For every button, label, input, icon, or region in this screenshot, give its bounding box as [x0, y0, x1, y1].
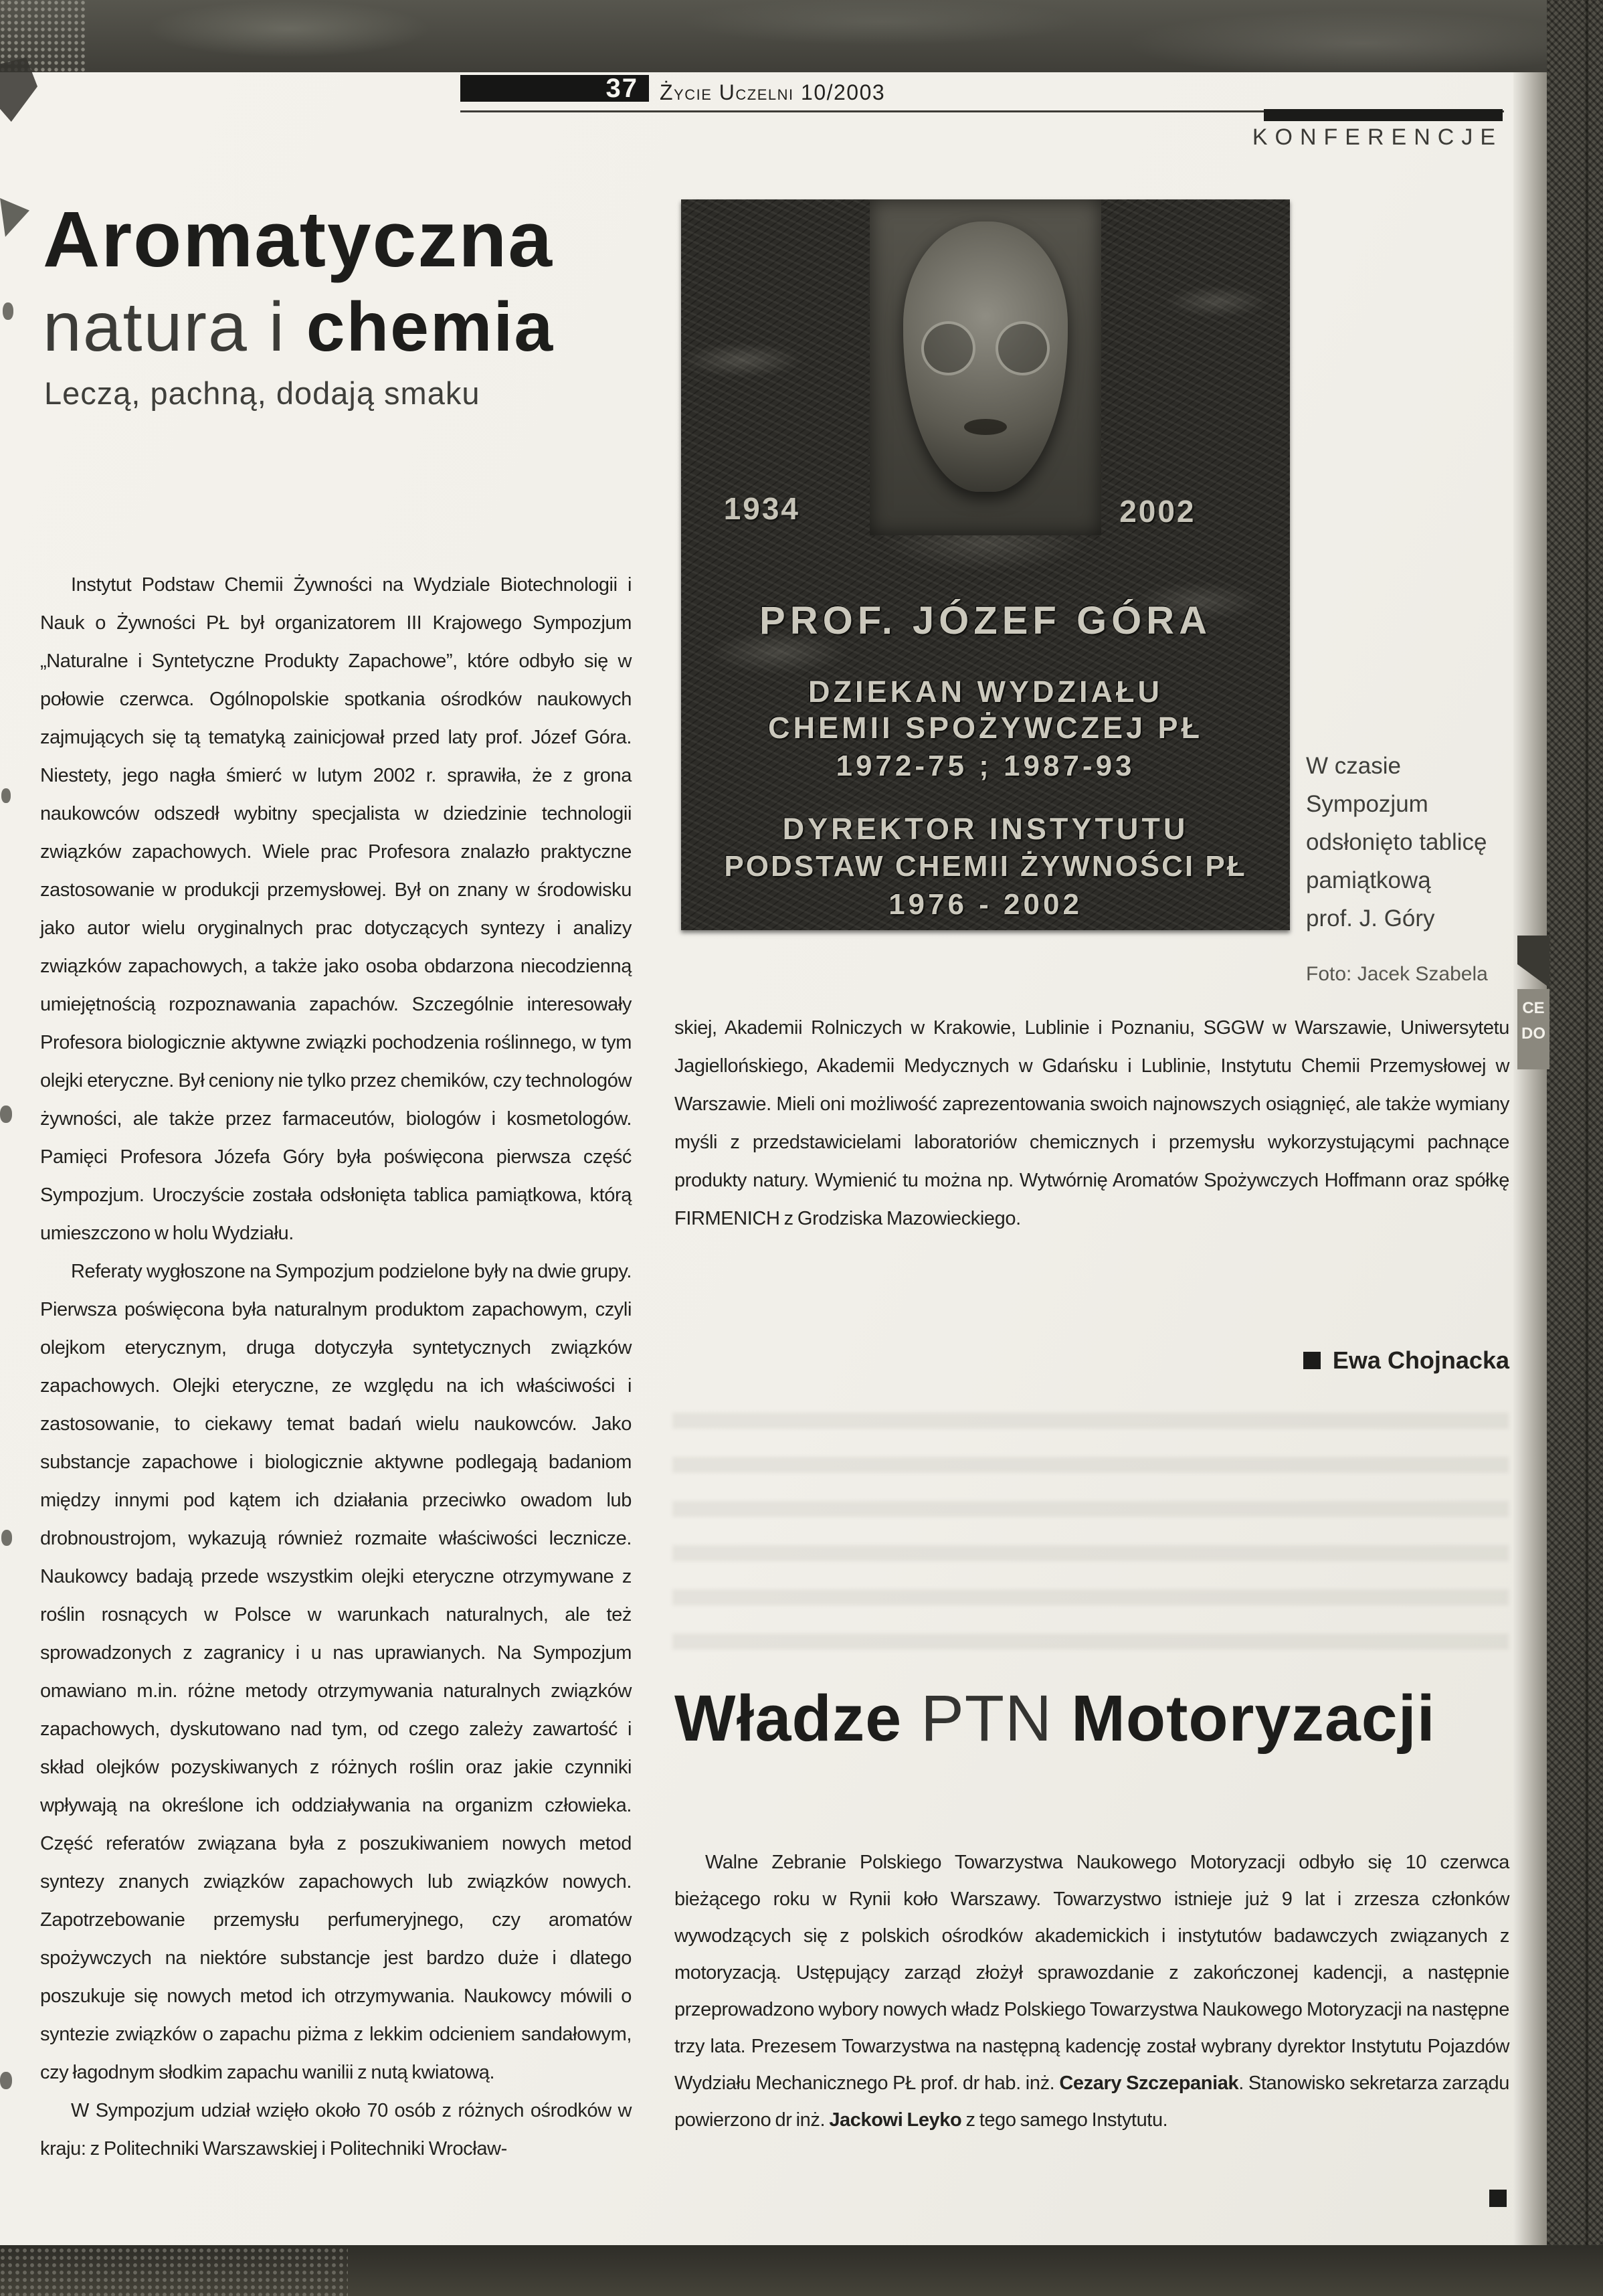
article1-title-line1: Aromatyczna [43, 195, 554, 284]
article1-title-line2-light: natura i [43, 288, 306, 366]
article1-title-line2-bold: chemia [306, 288, 555, 366]
glasses-left-lens [921, 321, 975, 375]
article2-title-bold2: Motoryzacji [1071, 1682, 1436, 1755]
caption-line: Sympozjum [1306, 791, 1428, 817]
article2-name-secretary: Jackowi Leyko [829, 2109, 962, 2131]
scan-right-edge-strip [1547, 0, 1603, 2296]
article1-paragraph: Instytut Podstaw Chemii Żywności na Wydziale Biotechnologii i Nauk o Żywności PŁ był organizatorem III Krajowego Sympozjum „Naturalne i Syntetyczne Produkty Zapachowe”, które odbyło się w połowie czerwca. Ogólnopolskie spotkania ośrodków naukowych zajmujących się tą tematyką zainicjował przed laty prof. Józef Góra. Niestety, jego nagła śmierć w lutym 2002 r. sprawiła, że z grona naukowców odszedł wybitny specjalista w dziedzinie technologii związków zapachowych. Wiele prac Profesora znalazło praktyczne zastosowanie w produkcji przemysłowej. Był on znany w środowisku jako autor wielu oryginalnych prac dotyczących syntezy i analizy związków zapachowych, a także jako osoba obdarzona niecodzienną umiejętnością rozpoznawania zapachów. Szczególnie interesowały Profesora biologicznie aktywne związki pochodzenia roślinnego, w tym olejki eteryczne. Był ceniony nie tylko przez chemików, czy technologów żywności, ale także przez farmaceutów, biologów i kosmetologów. Pamięci Profesora Józefa Góry była poświęcona pierwsza część Sympozjum. Uroczyście została odsłonięta tablica pamiątkowa, którą umieszczono w holu Wydziału. [40, 574, 632, 1244]
journal-title: Życie Uczelni 10/2003 [660, 80, 886, 104]
article-end-square-icon [1489, 2190, 1507, 2207]
page-number: 37 [605, 74, 638, 103]
article1-column2 [674, 1009, 1509, 1238]
article1-subtitle: Leczą, pachną, dodają smaku [44, 375, 480, 411]
edge-fragment-text: DO [1521, 1025, 1545, 1043]
page-right-edge-shade [1513, 72, 1547, 2245]
caption-line: pamiątkową [1306, 867, 1431, 893]
article1-paragraph: skiej, Akademii Rolniczych w Krakowie, Lublinie i Poznaniu, SGGW w Warszawie, Uniwersytetu Jagiellońskiego, Akademii Medycznych w Gdańsku i Lublinie, Instytutu Chemii Przemysłowej w Warszawie. Mieli oni możliwość zaprezentowania swoich najnowszych osiągnięć, ale także wymiany myśli z przedstawicielami laboratoriów chemicznych i przemysłu wykorzystującymi pachnące produkty natury. Wymienić tu można np. Wytwórnię Aromatów Spożywczych Hoffmann oraz spółkę FIRMENICH z Grodziska Mazowieckiego. [674, 1017, 1509, 1229]
scan-background-top [0, 0, 1603, 72]
plaque-line-dyrektor: DYREKTOR INSTYTUTU [782, 812, 1189, 847]
article2-paragraph [674, 1844, 1509, 2139]
adjacent-page-fragment [1517, 989, 1549, 1069]
article1-column1 [40, 566, 632, 2168]
plaque-name: PROF. JÓZEF GÓRA [759, 599, 1212, 643]
section-label: KONFERENCJE [1252, 124, 1503, 150]
photo-caption [1306, 747, 1515, 993]
plaque-photo [681, 199, 1290, 930]
caption-line: odsłonięto tablicę [1306, 829, 1487, 855]
caption-line: prof. J. Góry [1306, 905, 1435, 932]
plaque-years-director: 1976 - 2002 [888, 887, 1082, 921]
article1-byline [674, 1346, 1509, 1375]
article2-text: z tego samego Instytutu. [961, 2109, 1168, 2131]
article2-title-bold1: Władze [674, 1682, 921, 1755]
scan-artifact [1, 1530, 12, 1546]
plaque-line-dziekan: DZIEKAN WYDZIAŁU [808, 674, 1163, 709]
portrait-mouth [964, 419, 1007, 435]
article1-paragraph: W Sympozjum udział wzięło około 70 osób z różnych ośrodków w kraju: z Politechniki Warszawskiej i Politechniki Wrocław- [40, 2100, 632, 2159]
print-showthrough-texture [672, 1402, 1509, 1663]
article2-title-light: PTN [921, 1682, 1072, 1755]
byline-author: Ewa Chojnacka [1332, 1346, 1509, 1374]
article1-paragraph: Referaty wygłoszone na Sympozjum podzielone były na dwie grupy. Pierwsza poświęcona była naturalnym produktom zapachowym, czyli olejkom eterycznym, druga dotyczyła syntetycznych związków zapachowych. Olejki eteryczne, ze względu na ich właściwości i zastosowanie, to ciekawy temat badań wielu naukowców. Jako substancje zapachowe i biologicznie aktywne podlegają badaniom między innymi pod kątem ich działania przeciwko owadom lub drobnoustrojom, wykazują również rozmaite właściwości lecznicze. Naukowcy badają przede wszystkim olejki eteryczne otrzymywane z roślin rosnących w Polsce w warunkach naturalnych, ale też sprowadzonych z zagranicy i u nas uprawianych. Na Sympozjum omawiano m.in. różne metody otrzymywania naturalnych związków zapachowych, dyskutowano nad tym, od czego zależy zawartość i skład olejków pozyskiwanych z różnych roślin oraz jakie czynniki wpływają na określone ich oddziaływania na organizm człowieka. Część referatów związana była z poszukiwaniem nowych metod syntezy znanych związków zapachowych lub związków nowych. Zapotrzebowanie przemysłu perfumeryjnego, czy aromatów spożywczych na niektóre substancje jest bardzo duże i dlatego poszukuje się nowych metod ich otrzymywania. Naukowcy mówili o syntezie związków o zapachu piżma z lekkim odcieniem sandałowym, czy łagodnym słodkim zapachu wanilii z nutą kwiatową. [40, 1261, 632, 2083]
plaque-year-birth: 1934 [723, 491, 801, 526]
halftone-texture-bottom-left [0, 2248, 348, 2296]
page-number-box [460, 75, 649, 102]
article2-body [674, 1844, 1509, 2139]
edge-fragment-text: CE [1522, 999, 1545, 1017]
photo-credit: Foto: Jacek Szabela [1306, 963, 1488, 985]
plaque-years-dean: 1972-75 ; 1987-93 [836, 749, 1135, 783]
article2-name-president: Cezary Szczepaniak [1059, 2072, 1239, 2094]
caption-line: W czasie [1306, 753, 1401, 779]
article1-title-line2 [43, 288, 554, 367]
plaque-line-podstaw: PODSTAW CHEMII ŻYWNOŚCI PŁ [724, 849, 1247, 883]
plaque-year-death: 2002 [1119, 493, 1196, 529]
article2-title [674, 1681, 1436, 1756]
scan-artifact [0, 2072, 12, 2089]
byline-square-icon [1303, 1352, 1321, 1369]
article2-text: Walne Zebranie Polskiego Towarzystwa Naukowego Motoryzacji odbyło się 10 czerwca bieżącego roku w Rynii koło Warszawy. Towarzystwo istnieje już 9 lat i zrzesza członków wywodzących się z polskich ośrodków akademickich i instytutów badawczych związanych z motoryzacją. Ustępujący zarząd złożył sprawozdanie z zakończonej kadencji, a następnie przeprowadzono wybory nowych władz Polskiego Towarzystwa Naukowego Motoryzacji na następne trzy lata. Prezesem Towarzystwa na następną kadencję został wybrany dyrektor Instytutu Pojazdów Wydziału Mechanicznego PŁ prof. dr hab. inż. [674, 1852, 1509, 2094]
scan-artifact [3, 302, 13, 320]
glasses-right-lens [996, 321, 1050, 375]
plaque-line-chemii: CHEMII SPOŻYWCZEJ PŁ [767, 711, 1204, 745]
article2-text: . Stanowisko sekretarza zarządu powierzono dr inż. [674, 2072, 1509, 2131]
scan-artifact [0, 1106, 12, 1123]
scan-artifact [1, 788, 11, 803]
section-bar [1264, 109, 1503, 121]
